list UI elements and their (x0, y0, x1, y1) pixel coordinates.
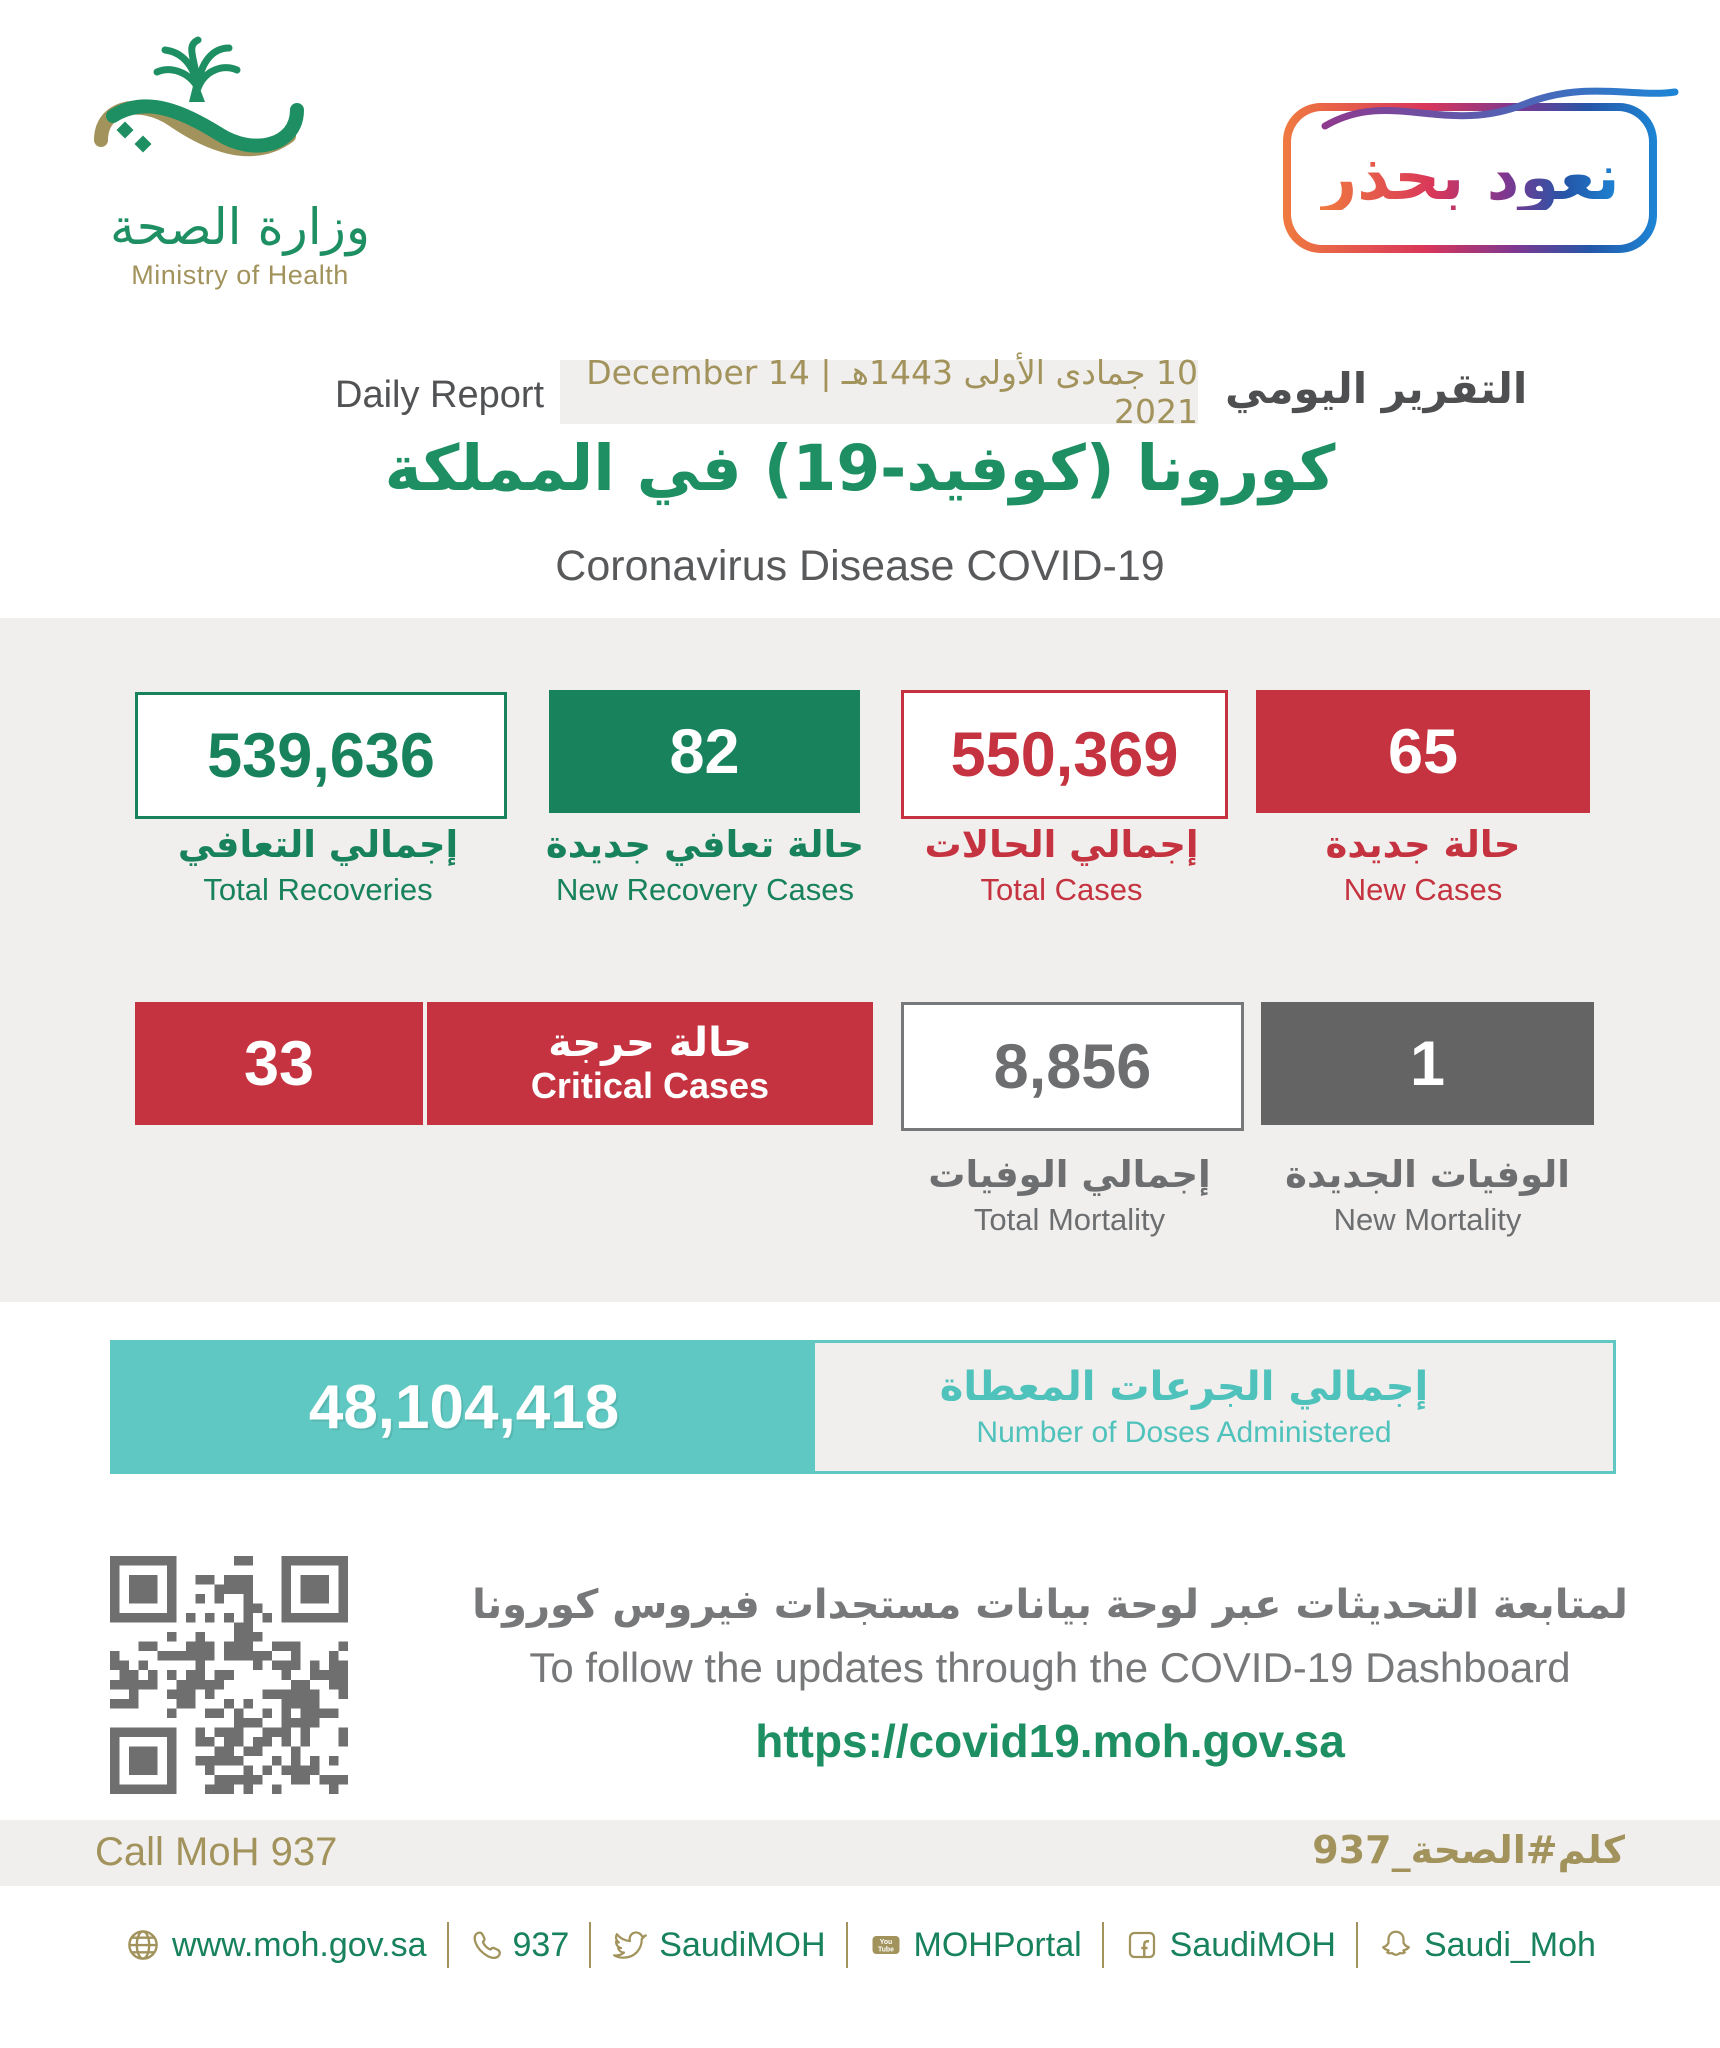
total-recoveries-card (135, 692, 507, 819)
call-moh-hashtag-arabic: كلم#الصحة_937 (1312, 1828, 1625, 1872)
youtube-icon (868, 1927, 904, 1963)
facebook-icon (1124, 1927, 1160, 1963)
twitter-link[interactable]: SaudiMOH (611, 1926, 825, 1965)
youtube-link[interactable]: You Tube MOHPortal (868, 1926, 1082, 1965)
ministry-name-english: Ministry of Health (131, 260, 349, 290)
doses-value: 48,104,418 (113, 1343, 815, 1471)
ministry-name-arabic: وزارة الصحة (110, 198, 370, 256)
total-mortality-label: إجمالي الوفيات Total Mortality (928, 1153, 1211, 1238)
page-title-arabic: كورونا (كوفيد-19) في المملكة (384, 432, 1336, 505)
separator (447, 1922, 449, 1968)
snapchat-link[interactable]: Saudi_Moh (1378, 1926, 1596, 1965)
doses-administered-bar (110, 1340, 1616, 1474)
campaign-badge (1283, 103, 1657, 253)
separator (1102, 1922, 1104, 1968)
total-cases-card (901, 690, 1228, 819)
total-recoveries-value: 539,636 (207, 720, 435, 791)
new-cases-value: 65 (1387, 716, 1459, 787)
svg-text:You: You (879, 1938, 892, 1946)
total-recoveries-label: إجمالي التعافي Total Recoveries (177, 823, 459, 908)
svg-text:Tube: Tube (877, 1946, 894, 1954)
new-recoveries-value: 82 (669, 716, 740, 787)
twitter-icon (611, 1926, 649, 1964)
critical-cases-card (135, 1002, 423, 1125)
call-moh-english: Call MoH 937 (95, 1830, 338, 1874)
website-link[interactable]: www.moh.gov.sa (124, 1926, 426, 1965)
separator (846, 1922, 848, 1968)
total-mortality-card (901, 1002, 1244, 1131)
critical-cases-value: 33 (243, 1028, 315, 1099)
qr-code (110, 1556, 348, 1794)
dashboard-url-link[interactable]: https://covid19.moh.gov.sa (755, 1715, 1345, 1767)
globe-icon (124, 1926, 162, 1964)
dashboard-note-arabic: لمتابعة التحديثات عبر لوحة بيانات مستجدات فيروس كورونا (472, 1582, 1628, 1628)
new-mortality-card (1261, 1002, 1594, 1125)
phone-icon (469, 1928, 503, 1962)
separator (1356, 1922, 1358, 1968)
social-links-row (0, 1922, 1720, 1968)
total-cases-value: 550,369 (950, 719, 1179, 790)
phone-link[interactable]: 937 (469, 1926, 570, 1965)
dashboard-note (400, 1582, 1700, 1768)
snapchat-icon (1378, 1927, 1414, 1963)
doses-label: إجمالي الجرعات المعطاة Number of Doses Administered (815, 1343, 1613, 1471)
facebook-link[interactable]: SaudiMOH (1124, 1926, 1336, 1965)
total-mortality-value: 8,856 (993, 1031, 1152, 1102)
new-cases-card (1256, 690, 1590, 813)
new-mortality-label: الوفيات الجديدة New Mortality (1285, 1153, 1570, 1238)
new-recoveries-card (549, 690, 860, 813)
moh-palm-swords-icon (85, 36, 395, 196)
dashboard-note-english: To follow the updates through the COVID-19 Dashboard (529, 1644, 1571, 1691)
ministry-logo (85, 36, 395, 291)
daily-report-label-ar: التقرير اليومي (1225, 364, 1528, 413)
report-date: 10 جمادى الأولى 1443هـ | 14 December 2021 (560, 360, 1198, 424)
new-mortality-value: 1 (1409, 1028, 1446, 1099)
critical-cases-label-box: حالة حرجة Critical Cases (427, 1002, 873, 1125)
new-recoveries-label: حالة تعافي جديدة New Recovery Cases (545, 823, 865, 908)
page-title-english: Coronavirus Disease COVID-19 (555, 542, 1165, 590)
campaign-badge-inner (1291, 111, 1649, 245)
total-cases-label: إجمالي الحالات Total Cases (924, 823, 1199, 908)
separator (589, 1922, 591, 1968)
daily-report-label-en: Daily Report (335, 374, 545, 416)
campaign-badge-text: نعود بحذر (1320, 141, 1620, 215)
new-cases-label: حالة جديدة New Cases (1325, 823, 1521, 908)
